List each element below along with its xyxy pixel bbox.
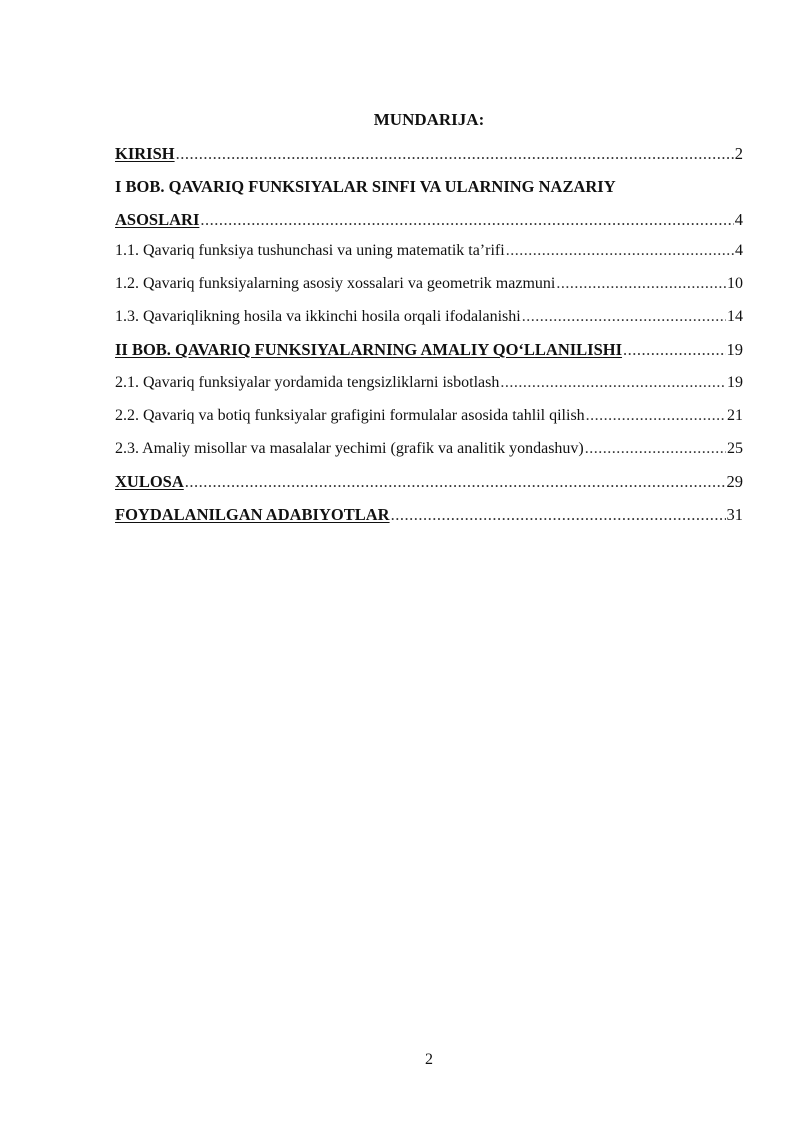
page-number: 2 — [425, 1051, 433, 1068]
toc-entry-page: 29 — [726, 472, 743, 491]
toc-entry-section-1-2[interactable] — [115, 271, 743, 304]
toc-entry-section-2-3[interactable] — [115, 436, 743, 469]
toc-leader-dots — [585, 437, 726, 461]
toc-leader-dots — [506, 239, 734, 263]
toc-entry-xulosa[interactable] — [115, 469, 743, 502]
toc-entry-label: FOYDALANILGAN ADABIYOTLAR — [115, 505, 390, 524]
toc-entry-label: 2.3. Amaliy misollar va masalalar yechimi (grafik va analitik yondashuv) — [115, 440, 584, 457]
toc-heading — [0, 109, 800, 131]
toc-leader-dots — [185, 470, 726, 494]
toc-heading-text: MUNDARIJA: — [373, 110, 485, 129]
toc-entry-page: 14 — [727, 308, 743, 325]
page-footer — [0, 1051, 800, 1069]
toc-leader-dots — [556, 272, 726, 296]
table-of-contents — [115, 141, 743, 535]
toc-entry-page: 19 — [726, 340, 743, 359]
toc-entry-label: 1.3. Qavariqlikning hosila va ikkinchi hosila orqali ifodalanishi — [115, 308, 521, 325]
toc-leader-dots — [586, 404, 726, 428]
toc-entry-adabiyotlar[interactable] — [115, 502, 743, 535]
toc-leader-dots — [176, 142, 734, 166]
toc-entry-page: 19 — [727, 374, 743, 391]
toc-entry-section-2-1[interactable] — [115, 370, 743, 403]
toc-leader-dots — [522, 305, 726, 329]
toc-leader-dots — [391, 503, 726, 527]
toc-entry-label: 1.2. Qavariq funksiyalarning asosiy xossalari va geometrik mazmuni — [115, 275, 556, 292]
toc-entry-page: 31 — [726, 505, 743, 524]
toc-entry-kirish[interactable] — [115, 141, 743, 174]
toc-entry-label: 2.2. Qavariq va botiq funksiyalar grafigini formulalar asosida tahlil qilish — [115, 407, 585, 424]
toc-leader-dots — [200, 208, 733, 232]
toc-leader-dots — [500, 371, 726, 395]
toc-entry-label: ASOSLARI — [115, 210, 200, 229]
toc-entry-page: 21 — [727, 407, 743, 424]
toc-entry-label: II BOB. QAVARIQ FUNKSIYALARNING AMALIY QO‘LLANILISHI — [115, 340, 623, 359]
toc-entry-page: 2 — [734, 144, 743, 163]
toc-entry-page: 25 — [727, 440, 743, 457]
toc-entry-page: 4 — [734, 210, 743, 229]
toc-entry-label: 1.1. Qavariq funksiya tushunchasi va uning matematik ta’rifi — [115, 242, 505, 259]
toc-leader-dots — [623, 338, 725, 362]
toc-entry-chapter-2[interactable] — [115, 337, 743, 370]
toc-entry-label-line1: I BOB. QAVARIQ FUNKSIYALAR SINFI VA ULARNING NAZARIY — [115, 177, 616, 196]
toc-entry-label: 2.1. Qavariq funksiyalar yordamida tengsizliklarni isbotlash — [115, 374, 500, 391]
toc-entry-section-1-1[interactable] — [115, 238, 743, 271]
toc-entry-section-1-3[interactable] — [115, 304, 743, 337]
toc-entry-section-2-2[interactable] — [115, 403, 743, 436]
toc-entry-label: KIRISH — [115, 144, 175, 163]
toc-entry-page: 10 — [727, 275, 743, 292]
toc-entry-label: XULOSA — [115, 472, 184, 491]
toc-entry-chapter-1[interactable] — [115, 174, 743, 238]
toc-entry-page: 4 — [735, 242, 743, 259]
